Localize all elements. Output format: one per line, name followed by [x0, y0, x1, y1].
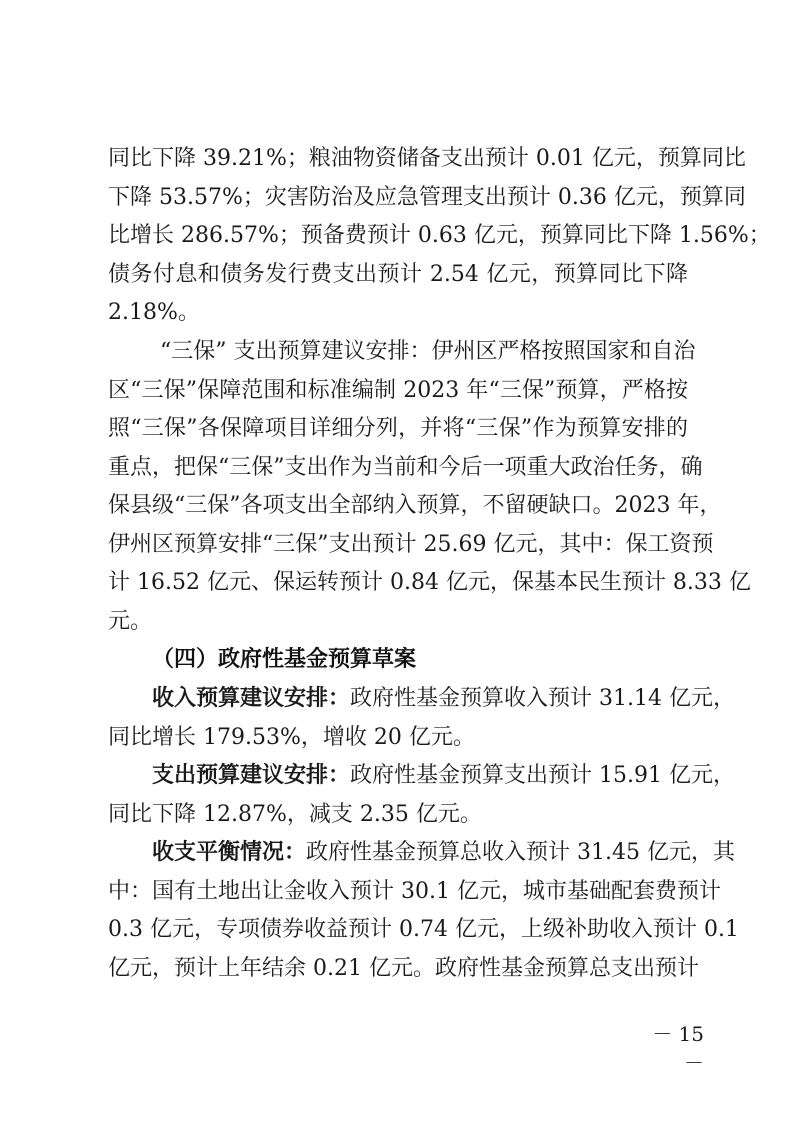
- paragraph-line: 2.18%。: [108, 300, 200, 325]
- paragraph-line: 同比下降 12.87%，减支 2.35 亿元。: [108, 801, 482, 827]
- paragraph-text: 政府性基金预算收入预计 31.14 亿元，: [350, 686, 735, 711]
- paragraph-line: “三保” 支出预算建议安排：伊州区严格按照国家和自治: [160, 339, 696, 364]
- paragraph-text: 政府性基金预算支出预计 15.91 亿元，: [350, 763, 735, 788]
- paragraph-line: 同比增长 179.53%，增收 20 亿元。: [108, 724, 475, 750]
- paragraph-line: 同比下降 39.21%；粮油物资储备支出预计 0.01 亿元，预算同比: [108, 146, 746, 171]
- paragraph-text: 政府性基金预算总收入预计 31.45 亿元，其: [306, 840, 735, 865]
- paragraph-expenditure-details: [108, 140, 771, 333]
- paragraph-three-guarantees: [108, 333, 751, 641]
- paragraph-line: 计 16.52 亿元、保运转预计 0.84 亿元，保基本民生预计 8.33 亿: [108, 570, 751, 595]
- paragraph-line: 亿元，预计上年结余 0.21 亿元。政府性基金预算总支出预计: [108, 955, 699, 981]
- paragraph-line: 下降 53.57%；灾害防治及应急管理支出预计 0.36 亿元，预算同: [108, 184, 746, 210]
- paragraph-lead: 支出预算建议安排：: [152, 763, 351, 788]
- paragraph-line: 比增长 286.57%；预备费预计 0.63 亿元，预算同比下降 1.56%；: [108, 223, 771, 248]
- paragraph-line: 中：国有土地出让金收入预计 30.1 亿元，城市基础配套费预计: [108, 878, 721, 904]
- paragraph-expense: [108, 757, 735, 834]
- paragraph-lead: 收入预算建议安排：: [152, 686, 351, 711]
- paragraph-line: 债务付息和债务发行费支出预计 2.54 亿元，预算同比下降: [108, 261, 688, 287]
- paragraph-line: [108, 757, 735, 796]
- paragraph-line: 重点，把保“三保”支出作为当前和今后一项重大政治任务，确: [108, 454, 703, 480]
- paragraph-balance: [108, 834, 739, 988]
- paragraph-income: [108, 680, 735, 757]
- paragraph-line: 照“三保”各保障项目详细分列，并将“三保”作为预算安排的: [108, 416, 688, 441]
- paragraph-line: 保县级“三保”各项支出全部纳入预算，不留硬缺口。2023 年，: [108, 493, 722, 518]
- paragraph-line: 0.3 亿元，专项债券收益预计 0.74 亿元，上级补助收入预计 0.1: [108, 917, 739, 942]
- section-heading: （四）政府性基金预算草案: [152, 647, 417, 672]
- page-number: － 15 －: [652, 1022, 704, 1075]
- paragraph-line: [108, 834, 735, 873]
- paragraph-line: 元。: [108, 608, 153, 634]
- paragraph-line: [108, 680, 735, 719]
- paragraph-line: 区“三保”保障范围和标准编制 2023 年“三保”预算，严格按: [108, 377, 688, 403]
- paragraph-line: 伊州区预算安排“三保”支出预计 25.69 亿元，其中：保工资预: [108, 531, 714, 557]
- paragraph-lead: 收支平衡情况：: [152, 840, 307, 865]
